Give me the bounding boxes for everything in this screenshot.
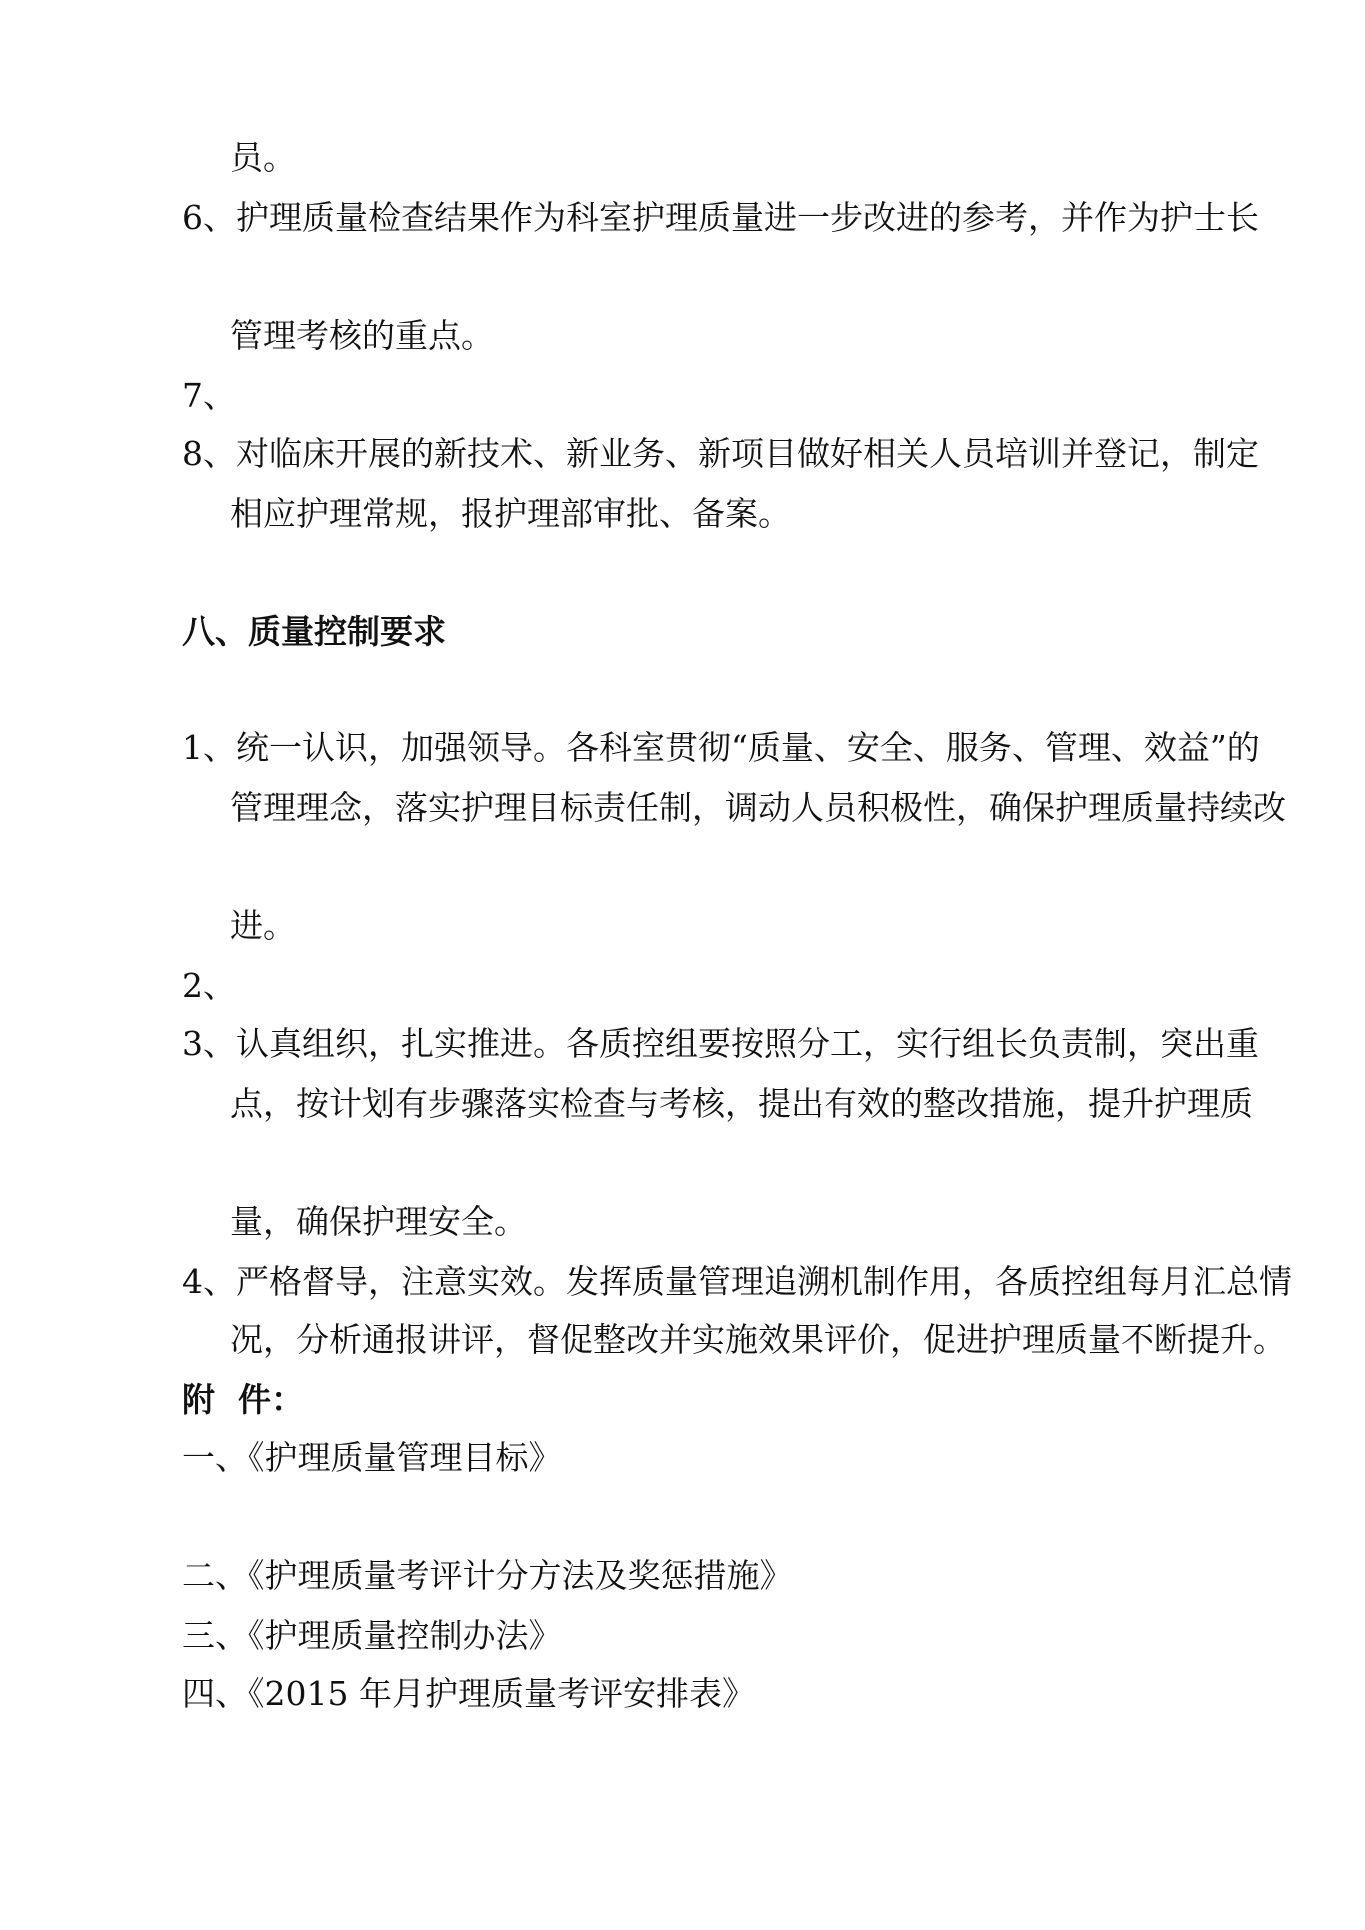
text-line: 相应护理常规，报护理部审批、备案。: [230, 494, 791, 533]
list-item-6: 6、护理质量检查结果作为科室护理质量进一步改进的参考，并作为护士长: [182, 198, 1259, 237]
text-line: 管理考核的重点。: [230, 316, 494, 355]
list-item-2: 2、: [182, 966, 236, 1005]
list-item-8: 8、对临床开展的新技术、新业务、新项目做好相关人员培训并登记，制定: [182, 434, 1259, 473]
list-item-7: 7、: [182, 376, 236, 415]
attachment-item: 一、《护理质量管理目标》: [182, 1438, 562, 1477]
text-line: 进。: [230, 906, 296, 945]
text-line: 点，按计划有步骤落实检查与考核，提出有效的整改措施，提升护理质: [230, 1084, 1253, 1123]
list-item-3: 3、认真组织，扎实推进。各质控组要按照分工，实行组长负责制，突出重: [182, 1024, 1259, 1063]
attachment-item: 三、《护理质量控制办法》: [182, 1616, 562, 1655]
attachments-heading: 附 件：: [182, 1380, 304, 1419]
text-line: 况，分析通报讲评，督促整改并实施效果评价，促进护理质量不断提升。: [230, 1320, 1286, 1359]
text-line: 员。: [230, 138, 296, 177]
text-line: 管理理念，落实护理目标责任制，调动人员积极性，确保护理质量持续改: [230, 788, 1286, 827]
list-item-1: 1、统一认识，加强领导。各科室贯彻“质量、安全、服务、管理、效益”的: [182, 728, 1260, 767]
section-heading: 八、质量控制要求: [182, 612, 446, 651]
attachment-item: 二、《护理质量考评计分方法及奖惩措施》: [182, 1556, 793, 1595]
attachment-item: 四、《2015 年月护理质量考评安排表》: [182, 1674, 755, 1713]
list-item-4: 4、严格督导，注意实效。发挥质量管理追溯机制作用，各质控组每月汇总情: [182, 1262, 1292, 1301]
text-line: 量，确保护理安全。: [230, 1202, 527, 1241]
